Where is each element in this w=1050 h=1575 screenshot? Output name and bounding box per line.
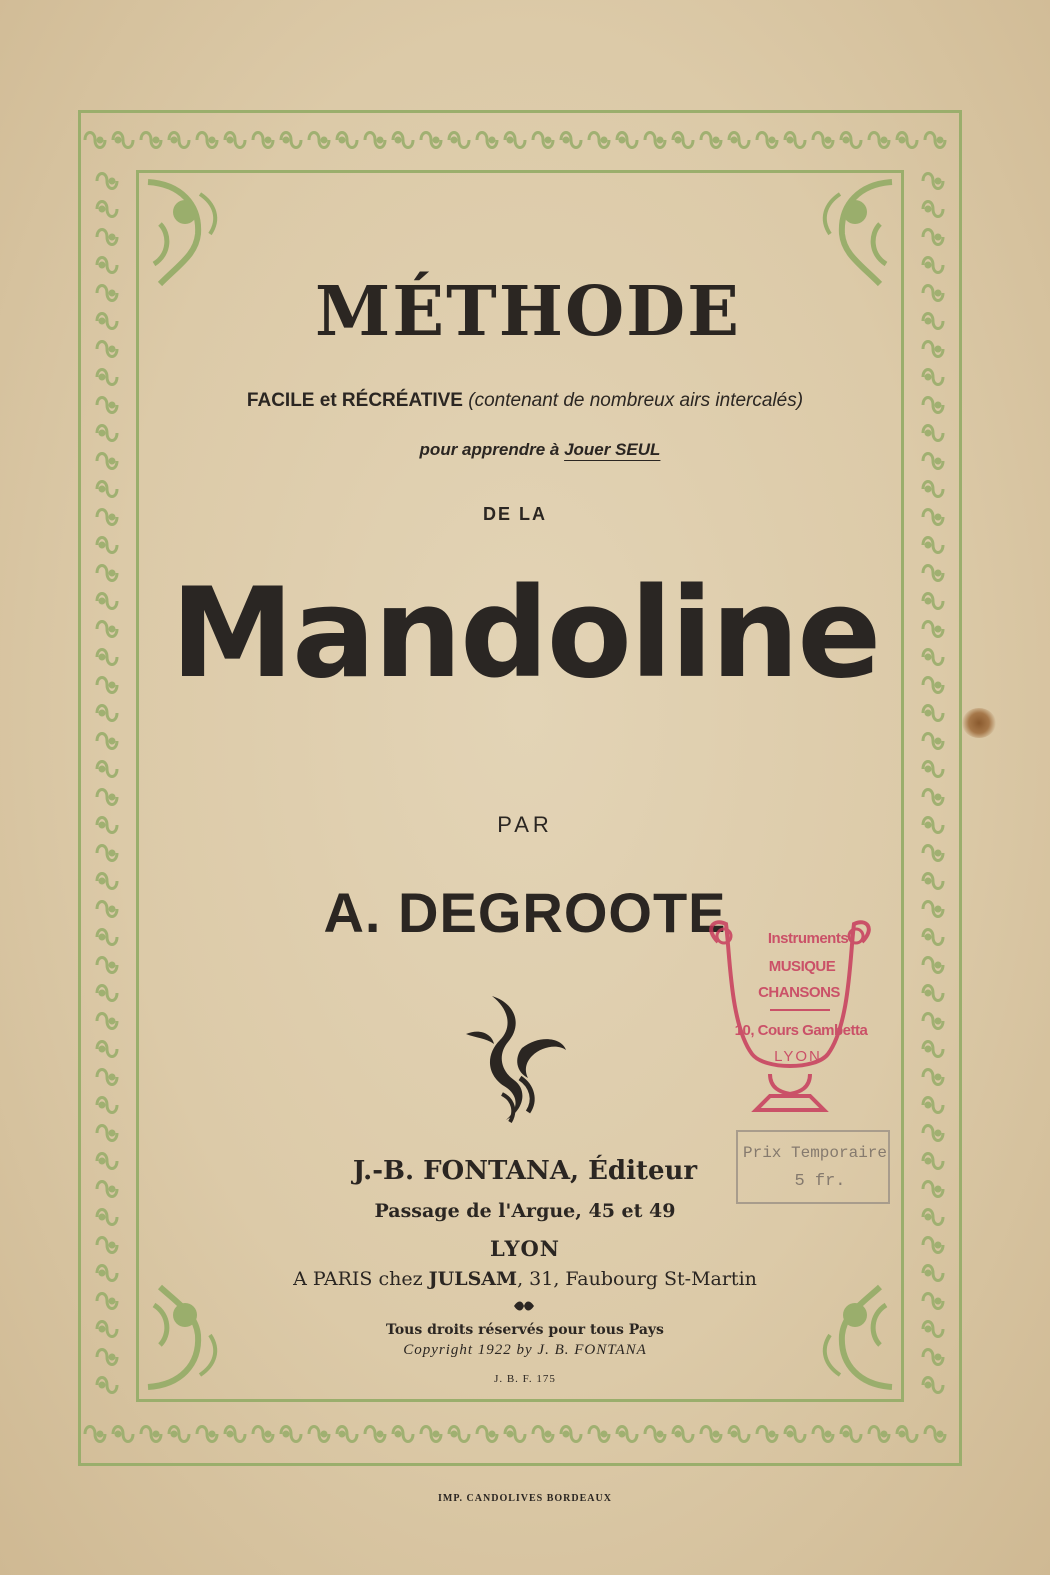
ornament-motif xyxy=(923,790,943,805)
ornament-motif xyxy=(869,133,889,148)
ornament-motif xyxy=(923,986,943,1001)
ornament-motif xyxy=(923,846,943,861)
ornament-motif xyxy=(97,706,117,721)
ornament-band-top xyxy=(81,113,959,167)
ornament-motif xyxy=(923,370,943,385)
stamp-line-4: 10, Cours Gambetta xyxy=(734,1022,868,1039)
fleuron-icon xyxy=(512,1298,536,1314)
ornament-motif xyxy=(253,1427,273,1442)
ornament-motif xyxy=(923,706,943,721)
ornament-motif xyxy=(923,1042,943,1057)
ornament-motif xyxy=(923,258,943,273)
ornament-motif xyxy=(561,1427,581,1442)
ornament-motif xyxy=(97,1098,117,1113)
ornament-motif xyxy=(729,133,749,148)
paris-distributor-name: JULSAM xyxy=(428,1268,518,1290)
ornament-motif xyxy=(309,1427,329,1442)
ornament-motif xyxy=(169,133,189,148)
ornament-motif xyxy=(869,1427,889,1442)
ornament-motif xyxy=(589,1427,609,1442)
ornament-motif xyxy=(813,133,833,148)
de-la-label: DE LA xyxy=(483,504,547,524)
ornament-motif xyxy=(923,538,943,553)
rights-notice: Tous droits réservés pour tous Pays xyxy=(386,1322,664,1338)
ornament-motif xyxy=(97,258,117,273)
ornament-motif xyxy=(225,1427,245,1442)
ornament-motif xyxy=(701,133,721,148)
ornament-motif xyxy=(617,133,637,148)
ornament-motif xyxy=(97,174,117,189)
ornament-motif xyxy=(533,1427,553,1442)
ornament-motif xyxy=(897,1427,917,1442)
ornament-motif xyxy=(97,230,117,245)
stamp-line-5: LYON xyxy=(774,1048,822,1065)
ornament-motif xyxy=(673,133,693,148)
ornament-motif xyxy=(197,133,217,148)
ornament-motif xyxy=(561,133,581,148)
paris-distributor-line xyxy=(0,1268,1050,1290)
ornament-motif xyxy=(97,1070,117,1085)
ornament-motif xyxy=(197,1427,217,1442)
ornament-motif xyxy=(449,133,469,148)
ornament-motif xyxy=(253,133,273,148)
ornament-motif xyxy=(281,133,301,148)
ornament-motif xyxy=(97,762,117,777)
ornament-motif xyxy=(729,1427,749,1442)
ornament-motif xyxy=(923,762,943,777)
paris-prefix: A PARIS xyxy=(293,1268,379,1290)
ornament-motif xyxy=(97,482,117,497)
ornament-motif xyxy=(925,1427,945,1442)
dealer-stamp xyxy=(700,914,880,1134)
paris-address: , 31, Faubourg St-Martin xyxy=(517,1268,757,1290)
ornament-motif xyxy=(923,482,943,497)
ornament-motif xyxy=(533,133,553,148)
ornament-motif xyxy=(617,1427,637,1442)
ornament-motif xyxy=(97,846,117,861)
ornament-motif xyxy=(169,1427,189,1442)
catalog-number: J. B. F. 175 xyxy=(494,1373,556,1385)
ornament-motif xyxy=(97,986,117,1001)
ornament-motif xyxy=(113,1427,133,1442)
ornament-motif xyxy=(281,1427,301,1442)
ornament-motif xyxy=(923,426,943,441)
ornament-band-bottom xyxy=(81,1405,959,1463)
ornament-motif xyxy=(923,958,943,973)
ornament-motif xyxy=(923,1070,943,1085)
ornament-motif xyxy=(589,133,609,148)
ornament-motif xyxy=(337,133,357,148)
printer-credit: IMP. CANDOLIVES BORDEAUX xyxy=(438,1493,612,1504)
page-title: MÉTHODE xyxy=(315,272,741,352)
subtitle-bold-text: FACILE et RÉCRÉATIVE xyxy=(246,390,463,411)
ornament-motif xyxy=(337,1427,357,1442)
ornament-motif xyxy=(505,133,525,148)
ornament-motif xyxy=(97,1014,117,1029)
price-value: 5 fr. xyxy=(794,1172,846,1191)
subtitle-line-1 xyxy=(0,390,1050,412)
ornament-motif xyxy=(757,133,777,148)
ornament-motif xyxy=(365,1427,385,1442)
par-label: PAR xyxy=(497,812,553,837)
subtitle-parenthetical: (contenant de nombreux airs intercalés) xyxy=(468,390,804,411)
ornament-motif xyxy=(645,1427,665,1442)
ornament-motif xyxy=(97,370,117,385)
ornament-motif xyxy=(85,133,105,148)
ornament-motif xyxy=(841,133,861,148)
ornament-motif xyxy=(923,174,943,189)
ornament-motif xyxy=(923,1014,943,1029)
ornament-motif xyxy=(393,133,413,148)
ornament-motif xyxy=(97,790,117,805)
subtitle-2-prefix: pour apprendre à xyxy=(419,440,565,459)
stamp-line-1: Instruments xyxy=(767,930,849,947)
ornament-motif xyxy=(505,1427,525,1442)
stamp-line-3: CHANSONS xyxy=(758,984,840,1001)
ornament-motif xyxy=(365,133,385,148)
paris-chez: chez xyxy=(378,1268,429,1290)
subtitle-line-2 xyxy=(0,440,1050,460)
swirl-emblem-icon xyxy=(462,990,572,1126)
price-stamp xyxy=(736,1130,890,1204)
ornament-motif xyxy=(421,1427,441,1442)
ornament-motif xyxy=(701,1427,721,1442)
ornament-motif xyxy=(85,1427,105,1442)
ornament-motif xyxy=(421,133,441,148)
ornament-motif xyxy=(113,133,133,148)
publisher-city: LYON xyxy=(490,1236,560,1261)
ornament-motif xyxy=(141,133,161,148)
ornament-motif xyxy=(97,1042,117,1057)
ornament-motif xyxy=(309,133,329,148)
ornament-motif xyxy=(757,1427,777,1442)
stamp-line-2: MUSIQUE xyxy=(768,958,836,975)
ornament-motif xyxy=(673,1427,693,1442)
ornament-motif xyxy=(477,1427,497,1442)
ornament-motif xyxy=(923,230,943,245)
ornament-motif xyxy=(785,1427,805,1442)
ornament-motif xyxy=(923,1126,943,1141)
instrument-title: Mandoline xyxy=(170,562,880,706)
ornament-motif xyxy=(97,1126,117,1141)
ornament-motif xyxy=(225,133,245,148)
ornament-motif xyxy=(925,133,945,148)
ornament-motif xyxy=(785,133,805,148)
ornament-motif xyxy=(97,958,117,973)
ornament-motif xyxy=(841,1427,861,1442)
ornament-motif xyxy=(97,538,117,553)
ornament-motif xyxy=(141,1427,161,1442)
ornament-motif xyxy=(97,1294,117,1309)
subtitle-2-underlined: Jouer SEUL xyxy=(564,440,661,459)
price-label: Prix Temporaire xyxy=(742,1144,888,1162)
ornament-motif xyxy=(97,734,117,749)
ornament-motif xyxy=(477,133,497,148)
ornament-motif xyxy=(923,1098,943,1113)
ornament-motif xyxy=(449,1427,469,1442)
ornament-motif xyxy=(923,202,943,217)
ornament-motif xyxy=(813,1427,833,1442)
author-name: A. DEGROOTE xyxy=(323,881,727,944)
ornament-motif xyxy=(97,426,117,441)
ornament-motif xyxy=(393,1427,413,1442)
copyright-notice: Copyright 1922 by J. B. FONTANA xyxy=(403,1342,647,1358)
ornament-motif xyxy=(645,133,665,148)
ornament-motif xyxy=(923,734,943,749)
paper-stain xyxy=(962,708,996,738)
publisher-address: Passage de l'Argue, 45 et 49 xyxy=(374,1200,676,1222)
ornament-motif xyxy=(897,133,917,148)
ornament-motif xyxy=(923,1294,943,1309)
ornament-motif xyxy=(97,202,117,217)
publisher-name: J.-B. FONTANA, Éditeur xyxy=(352,1156,698,1186)
